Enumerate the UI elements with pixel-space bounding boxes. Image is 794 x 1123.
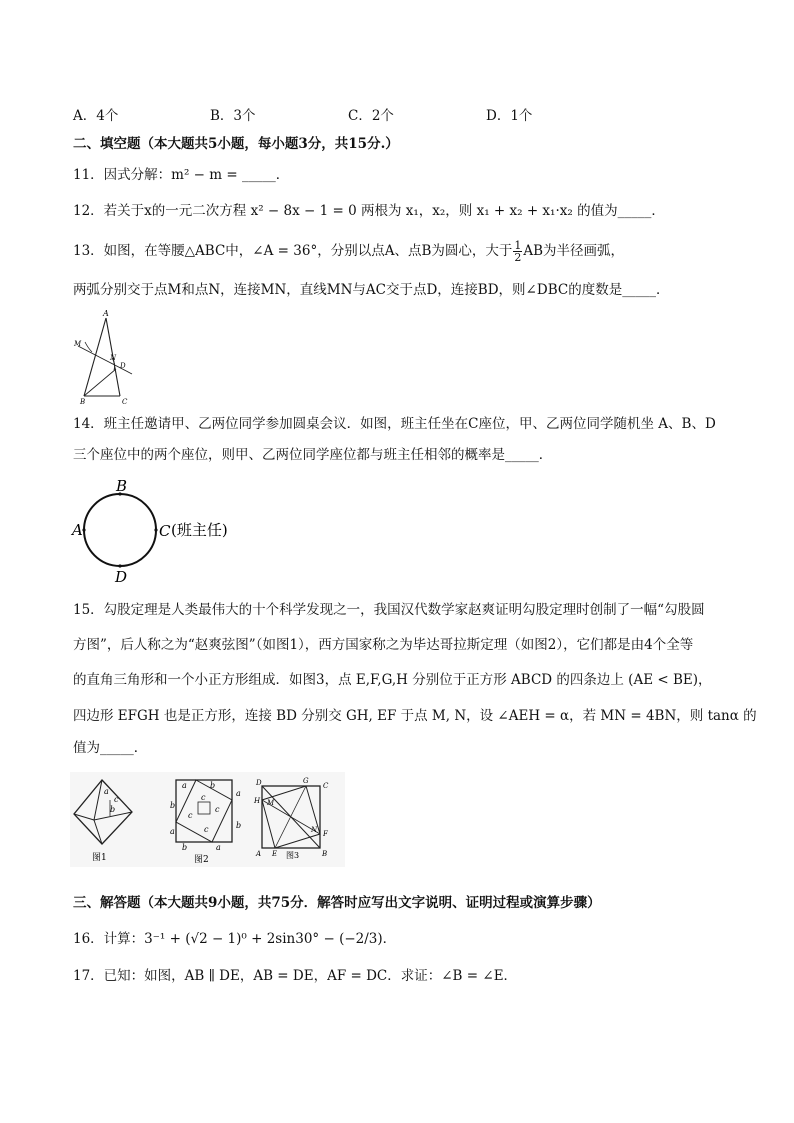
fig3-label-c: C xyxy=(323,782,329,790)
option-b: B．3个 xyxy=(210,108,256,124)
option-a: A．4个 xyxy=(73,108,119,124)
fig13-label-b: B xyxy=(80,398,86,404)
question-12: 12．若关于x的一元二次方程 x² − 8x − 1 = 0 两根为 x₁，x₂，则 x₁ + x₂ + x₁·x₂ 的值为_____． xyxy=(73,203,665,219)
question-13-text-b: AB为半径画弧， xyxy=(523,243,625,259)
fig13-label-m: M xyxy=(74,340,82,348)
fig3-label-a: A xyxy=(256,850,262,858)
fig2-label-a-bottom: a xyxy=(216,843,221,852)
fig2-caption: 图2 xyxy=(194,855,209,865)
question-13-text-a: 13．如图，在等腰△ABC中，∠A = 36°，分别以点A、点B为圆心，大于 xyxy=(73,243,513,259)
fig13-label-d: D xyxy=(120,362,126,370)
fig3-label-h: H xyxy=(254,797,261,805)
question-16: 16．计算：3⁻¹ + (√2 − 1)⁰ + 2sin30° − (−2/3)． xyxy=(73,931,397,947)
question-15-line5: 值为_____． xyxy=(73,740,148,756)
fig3-caption: 图3 xyxy=(286,851,300,860)
fig13-label-a: A xyxy=(103,309,109,318)
fig3-label-m: M xyxy=(267,799,275,807)
question-15-line4: 四边形 EFGH 也是正方形，连接 BD 分别交 GH, EF 于点 M, N，设 ∠AEH = α，若 MN = 4BN，则 tanα 的 xyxy=(73,708,757,724)
fraction-numerator: 1 xyxy=(514,239,522,252)
fig14-label-d: D xyxy=(115,568,128,586)
question-13-line2: 两弧分别交于点M和点N，连接MN，直线MN与AC交于点D，连接BD，则∠DBC的度数是_____． xyxy=(73,282,670,298)
figure-15-pythagoras xyxy=(70,772,345,867)
section2-title: 二、填空题（本大题共5小题，每小题3分，共15分.） xyxy=(73,136,399,152)
option-d: D．1个 xyxy=(486,108,533,124)
option-c: C．2个 xyxy=(348,108,394,124)
question-15-line2: 方图”，后人称之为“赵爽弦图”（如图1），西方国家称之为毕达哥拉斯定理（如图2），它们都是由4个全等 xyxy=(73,637,694,653)
fig2-label-c-3: c xyxy=(188,811,193,820)
fig2-label-c: c xyxy=(201,793,206,802)
figure-14-round-table xyxy=(70,478,260,588)
fig2-label-c-4: c xyxy=(204,825,209,834)
fig14-label-a: A xyxy=(72,521,83,539)
fig13-label-c: C xyxy=(122,398,128,404)
fig3-label-f: F xyxy=(323,830,328,838)
fig3-label-g: G xyxy=(303,777,309,785)
question-15-line3: 的直角三角形和一个小正方形组成．如图3，点 E,F,G,H 分别位于正方形 ABCD 的四条边上 (AE < BE)， xyxy=(73,672,712,688)
question-17: 17．已知：如图，AB ∥ DE，AB = DE，AF = DC．求证：∠B = ∠E． xyxy=(73,968,518,984)
fig3-label-b: B xyxy=(322,850,328,858)
fig1-label-c: c xyxy=(114,795,119,804)
question-14-line1: 14．班主任邀请甲、乙两位同学参加圆桌会议．如图，班主任坐在C座位，甲、乙两位同学随机坐 A、B、D xyxy=(73,416,716,432)
fig2-label-b-left: b xyxy=(170,801,176,810)
fig2-label-a-right: a xyxy=(236,789,241,798)
fig2-label-b: b xyxy=(210,781,216,790)
question-11: 11．因式分解：m² − m = _____． xyxy=(73,167,290,183)
fraction-half xyxy=(513,240,522,263)
question-13-line1 xyxy=(73,240,624,263)
fig3-label-e: E xyxy=(272,850,278,858)
fig14-label-c: C xyxy=(159,522,171,540)
question-14-line2: 三个座位中的两个座位，则甲、乙两位同学座位都与班主任相邻的概率是_____． xyxy=(73,447,553,463)
fig3-label-d: D xyxy=(256,779,262,787)
fig1-label-a: a xyxy=(104,787,109,796)
fig14-label-b: B xyxy=(116,478,128,495)
fig2-label-c-2: c xyxy=(215,805,220,814)
fig3-label-n: N xyxy=(311,826,318,834)
figure-13-triangle xyxy=(72,308,142,404)
fig14-label-head-teacher: (班主任) xyxy=(171,521,228,539)
fig13-label-n: N xyxy=(110,354,117,362)
fig2-label-a-left: a xyxy=(170,827,175,836)
fraction-denominator: 2 xyxy=(514,251,522,264)
fig2-label-b-right: b xyxy=(236,821,242,830)
section3-title: 三、解答题（本大题共9小题，共75分．解答时应写出文字说明、证明过程或演算步骤） xyxy=(73,895,601,911)
fig1-label-b: b xyxy=(110,805,116,814)
question-15-line1: 15．勾股定理是人类最伟大的十个科学发现之一，我国汉代数学家赵爽证明勾股定理时创制了一幅“勾股圆 xyxy=(73,602,705,618)
fig2-label-b-bottom: b xyxy=(182,843,188,852)
fig2-label-a: a xyxy=(182,781,187,790)
fig1-caption: 图1 xyxy=(92,853,107,863)
